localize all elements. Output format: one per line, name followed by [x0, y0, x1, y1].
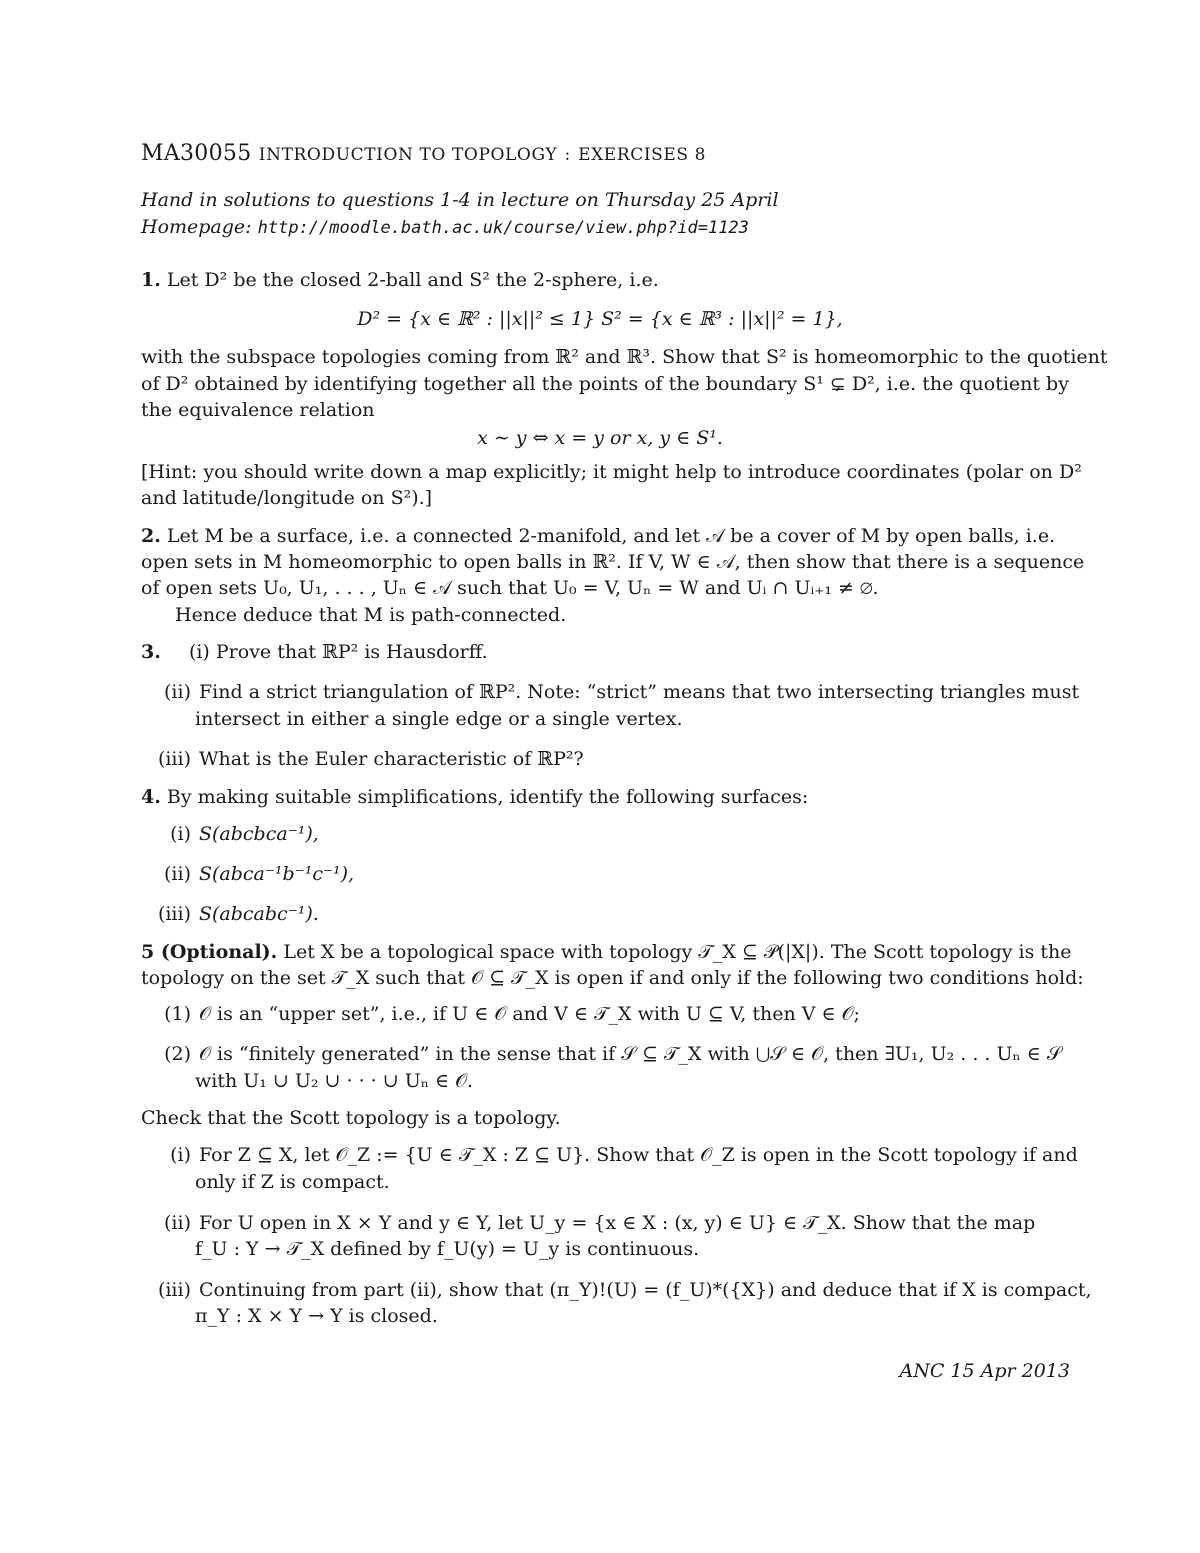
q4-i-text: S(abcbca⁻¹), [199, 823, 319, 845]
course-code: MA30055 [141, 141, 252, 166]
q5-part-iii [145, 1278, 1092, 1302]
q5-condition-2 [145, 1042, 1062, 1066]
q5-part-i [145, 1143, 1078, 1167]
q5-line-1 [141, 940, 1072, 964]
q1-text: Let D² be the closed 2-ball and S² the 2-sphere, i.e. [166, 269, 659, 291]
q2-line-1 [141, 524, 1055, 548]
q3-i-text: Prove that ℝP² is Hausdorff. [215, 641, 488, 663]
q4-part-ii [145, 862, 354, 886]
q3-iii-label: (iii) [157, 748, 191, 770]
q5-text: Let X be a topological space with topology 𝒯_X ⊆ 𝒫(|X|). The Scott topology is the [283, 941, 1072, 963]
q4-text: By making suitable simplifications, identify the following surfaces: [166, 786, 809, 808]
q2-line-4: Hence deduce that M is path-connected. [175, 604, 567, 626]
q3-ii-text: Find a strict triangulation of ℝP². Note: “strict” means that two intersecting triangles must [199, 681, 1080, 703]
q4-i-label: (i) [170, 823, 191, 845]
q3-iii-text: What is the Euler characteristic of ℝP²? [199, 748, 584, 770]
q5-iii-text: Continuing from part (ii), show that (π_Y)!(U) = (f_U)*({X}) and deduce that if X is compact, [199, 1279, 1092, 1301]
q4-iii-text: S(abcabc⁻¹). [199, 903, 319, 925]
footer-signature: ANC 15 Apr 2013 [899, 1360, 1070, 1382]
q4-iii-label: (iii) [157, 903, 191, 925]
q5-c1-text: 𝒪 is an “upper set”, i.e., if U ∈ 𝒪 and V ∈ 𝒯_X with U ⊆ V, then V ∈ 𝒪; [199, 1003, 860, 1025]
q4-ii-text: S(abca⁻¹b⁻¹c⁻¹), [199, 863, 355, 885]
q5-ii-label: (ii) [164, 1212, 191, 1234]
title-separator: : [564, 145, 571, 165]
q5-part-i-cont: only if Z is compact. [195, 1171, 390, 1193]
q3-part-i [141, 640, 488, 664]
q1-line-1 [141, 268, 659, 292]
q5-i-text: For Z ⊆ X, let 𝒪_Z := {U ∈ 𝒯_X : Z ⊆ U}. Show that 𝒪_Z is open in the Scott topology if and [199, 1144, 1078, 1166]
q2-line-2: open sets in M homeomorphic to open balls in ℝ². If V, W ∈ 𝒜, then show that there is a sequence [141, 551, 1085, 573]
q5-check: Check that the Scott topology is a topology. [141, 1107, 561, 1129]
q4-part-iii [145, 902, 319, 926]
sheet-title: EXERCISES 8 [578, 145, 707, 165]
q3-part-iii [145, 747, 584, 771]
q1-hint-1: [Hint: you should write down a map explicitly; it might help to introduce coordinates (polar on D² [141, 461, 1082, 483]
q1-equation-2: x ∼ y ⇔ x = y or x, y ∈ S¹. [477, 427, 723, 449]
q1-number: 1. [141, 269, 161, 291]
hand-in-note: Hand in solutions to questions 1-4 in lecture on Thursday 25 April [141, 189, 779, 211]
q3-number: 3. [141, 641, 161, 663]
q4-ii-label: (ii) [164, 863, 191, 885]
q3-ii-label: (ii) [164, 681, 191, 703]
q1-equation-1: D² = {x ∈ ℝ² : ||x||² ≤ 1} S² = {x ∈ ℝ³ : ||x||² = 1}, [357, 308, 843, 330]
q5-c1-label: (1) [164, 1003, 191, 1025]
q3-i-label: (i) [188, 641, 210, 663]
q5-line-2: topology on the set 𝒯_X such that 𝒪 ⊆ 𝒯_X is open if and only if the following two conditions hold: [141, 967, 1084, 989]
homepage-line [141, 215, 749, 240]
q1-hint-2: and latitude/longitude on S²).] [141, 487, 433, 509]
q5-number: 5 (Optional). [141, 941, 278, 963]
q1-line-2: with the subspace topologies coming from ℝ² and ℝ³. Show that S² is homeomorphic to the quotient [141, 346, 1108, 368]
q3-part-ii-cont: intersect in either a single edge or a single vertex. [195, 708, 683, 730]
q5-i-label: (i) [170, 1144, 191, 1166]
q1-line-3: of D² obtained by identifying together all the points of the boundary S¹ ⊊ D², i.e. the quotient by [141, 373, 1069, 395]
q4-part-i [145, 822, 319, 846]
q4-line-1 [141, 785, 808, 809]
page-title [141, 142, 706, 167]
q5-ii-text: For U open in X × Y and y ∈ Y, let U_y = {x ∈ X : (x, y) ∈ U} ∈ 𝒯_X. Show that the map [199, 1212, 1036, 1234]
q5-iii-label: (iii) [157, 1279, 191, 1301]
course-title: INTRODUCTION TO TOPOLOGY [258, 145, 558, 165]
q1-line-4: the equivalence relation [141, 399, 375, 421]
q5-part-ii [145, 1211, 1035, 1235]
q5-c2-label: (2) [164, 1043, 191, 1065]
q2-line-3: of open sets U₀, U₁, . . . , Uₙ ∈ 𝒜 such that U₀ = V, Uₙ = W and Uᵢ ∩ Uᵢ₊₁ ≠ ∅. [141, 577, 879, 599]
homepage-label: Homepage: [141, 216, 252, 238]
q5-part-iii-cont: π_Y : X × Y → Y is closed. [195, 1305, 438, 1327]
q5-part-ii-cont: f_U : Y → 𝒯_X defined by f_U(y) = U_y is continuous. [195, 1238, 700, 1260]
q5-condition-1 [145, 1002, 860, 1026]
q2-text: Let M be a surface, i.e. a connected 2-manifold, and let 𝒜 be a cover of M by open balls, i.e. [166, 525, 1056, 547]
q2-number: 2. [141, 525, 161, 547]
q4-number: 4. [141, 786, 161, 808]
q3-part-ii [145, 680, 1079, 704]
q5-condition-2-cont: with U₁ ∪ U₂ ∪ · · · ∪ Uₙ ∈ 𝒪. [195, 1070, 474, 1092]
q5-c2-text: 𝒪 is “finitely generated” in the sense that if 𝒮 ⊆ 𝒯_X with ⋃𝒮 ∈ 𝒪, then ∃U₁, U₂ . . . Uₙ ∈ 𝒮 [199, 1043, 1062, 1065]
homepage-link[interactable]: http://moodle.bath.ac.uk/course/view.php?id=1123 [257, 218, 749, 238]
